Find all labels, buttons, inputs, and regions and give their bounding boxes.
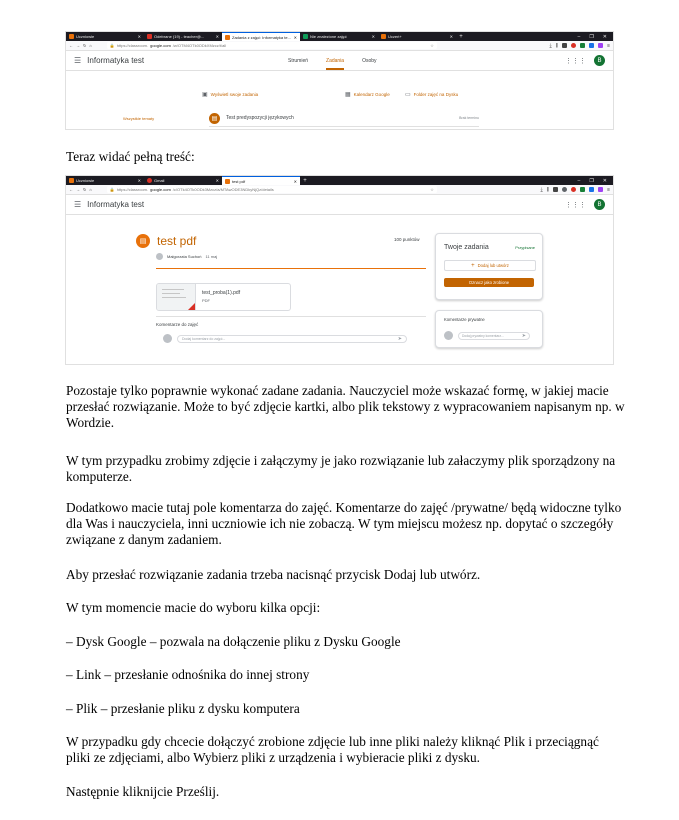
new-tab-icon[interactable]: + xyxy=(303,177,307,184)
menu-icon[interactable]: ≡ xyxy=(607,42,610,49)
assignment-meta xyxy=(156,253,217,260)
window-controls xyxy=(578,176,613,185)
calendar-link[interactable] xyxy=(345,91,390,98)
private-comment-placeholder: Dodaj prywatny komentarz... xyxy=(462,334,504,338)
calendar-icon: ▦ xyxy=(345,92,351,98)
class-title: Informatyka test xyxy=(87,200,145,209)
tab-label: Gmail xyxy=(154,178,165,183)
url-field[interactable] xyxy=(107,42,437,49)
classroom-header xyxy=(66,195,613,215)
forward-icon[interactable]: → xyxy=(76,43,80,48)
paragraph: W tym momencie macie do wyboru kilka opcji: xyxy=(66,600,321,615)
extension-icon[interactable] xyxy=(580,187,585,192)
close-icon[interactable]: ✕ xyxy=(137,34,141,39)
close-icon[interactable]: ✕ xyxy=(449,34,453,39)
private-comments-heading: Komentarze prywatne xyxy=(444,317,485,322)
browser-tab-active[interactable] xyxy=(222,32,300,41)
extension-icon[interactable] xyxy=(598,43,603,48)
calendar-label: Kalendarz Google xyxy=(353,92,390,97)
add-or-create-label: Dodaj lub utwórz xyxy=(477,263,509,268)
extension-icon[interactable] xyxy=(562,43,567,48)
classroom-icon xyxy=(381,34,386,39)
extension-icon[interactable] xyxy=(589,43,594,48)
close-icon[interactable]: ✕ xyxy=(215,178,219,183)
list-item: – Dysk Google – pozwala na dołączenie pliku z Dysku Google xyxy=(66,634,401,649)
list-item: – Plik – przesłanie pliku z dysku komputera xyxy=(66,701,300,716)
extension-icon[interactable] xyxy=(562,187,567,192)
lock-icon: 🔒 xyxy=(109,187,115,192)
browser-tab-bar xyxy=(66,176,613,185)
file-type: PDF xyxy=(202,298,210,303)
extension-icons xyxy=(550,43,610,49)
url-prefix: https://classroom. xyxy=(116,43,149,48)
due-date: Brak terminu xyxy=(459,116,479,120)
download-icon[interactable]: ⤓ xyxy=(540,186,543,193)
url-suffix: /c/OTk4OTk0ODk3Mzcz/a/MTAwODE3NDkyNjQz/details xyxy=(172,187,274,192)
tab-label: Uczniowie xyxy=(76,34,95,39)
your-work-title: Twoje zadania xyxy=(444,244,489,251)
assignment-title: Test predyspozycji językowych xyxy=(226,115,294,121)
paragraph: W przypadku gdy chcecie dołączyć zrobione zdjęcie lub inne pliki należy kliknąć Plik i przeciągnąć pliki ze zdjęciami, albo Wybierz pliki z urządzenia i wybieracie pliki z dysku. xyxy=(66,734,599,765)
classroom-icon xyxy=(225,35,230,40)
gmail-icon xyxy=(147,178,152,183)
classroom-icon xyxy=(69,178,74,183)
drive-folder-label: Folder zajęć na Dysku xyxy=(413,92,459,97)
screenshot-assignment-details xyxy=(66,176,613,364)
minimize-icon[interactable]: – xyxy=(577,33,581,40)
view-your-work-label: Wyświetl swoje zadania xyxy=(210,92,259,97)
close-icon[interactable]: ✕ xyxy=(293,34,297,40)
private-comment-input[interactable] xyxy=(458,332,530,340)
reload-icon[interactable]: ↻ xyxy=(83,43,87,48)
send-icon[interactable]: ➤ xyxy=(521,333,526,339)
close-icon[interactable]: ✕ xyxy=(371,34,375,39)
your-work-card xyxy=(435,233,543,300)
mark-as-done-button[interactable]: Oznacz jako zrobione xyxy=(444,278,534,287)
tab-stream[interactable]: Strumień xyxy=(288,58,309,64)
browser-tab[interactable] xyxy=(66,32,144,41)
assignment-icon: ▤ xyxy=(209,113,220,124)
browser-tab[interactable] xyxy=(378,32,456,41)
browser-tab-active[interactable] xyxy=(222,176,300,185)
divider xyxy=(156,268,426,269)
home-icon[interactable]: ⌂ xyxy=(89,43,92,48)
maximize-icon[interactable]: ❐ xyxy=(589,177,594,184)
classroom-icon xyxy=(69,34,74,39)
minimize-icon[interactable]: – xyxy=(577,177,581,184)
browser-tab[interactable] xyxy=(144,176,222,185)
close-icon[interactable]: ✕ xyxy=(137,178,141,183)
new-tab-icon[interactable]: + xyxy=(459,33,463,40)
classroom-icon xyxy=(225,179,230,184)
tab-label: Uczniowie xyxy=(76,178,95,183)
library-icon[interactable]: ⫼ xyxy=(546,186,550,193)
extension-icons xyxy=(541,187,610,193)
bookmark-star-icon[interactable]: ☆ xyxy=(430,43,434,48)
class-nav-tabs xyxy=(288,58,377,70)
back-icon[interactable]: ← xyxy=(69,187,73,192)
browser-toolbar xyxy=(66,185,613,195)
divider xyxy=(156,316,426,317)
tab-label: Nie znalezione zajęć xyxy=(310,34,347,39)
forward-icon[interactable]: → xyxy=(76,187,80,192)
back-icon[interactable]: ← xyxy=(69,43,73,48)
close-icon[interactable]: ✕ xyxy=(293,178,297,184)
browser-toolbar xyxy=(66,41,613,51)
assignment-icon: ▣ xyxy=(202,92,208,98)
class-comment-input[interactable] xyxy=(177,335,407,343)
maximize-icon[interactable]: ❐ xyxy=(589,33,594,40)
browser-tab[interactable] xyxy=(144,32,222,41)
class-title: Informatyka test xyxy=(87,56,145,65)
user-avatar xyxy=(163,334,172,343)
library-icon[interactable]: ⫼ xyxy=(555,42,559,49)
list-item: – Link – przesłanie odnośnika do innej strony xyxy=(66,667,310,682)
plus-icon: + xyxy=(471,262,475,269)
browser-tab-bar xyxy=(66,32,613,41)
view-your-work-link[interactable] xyxy=(202,91,258,98)
class-comment-placeholder: Dodaj komentarz do zajęć... xyxy=(182,336,226,341)
status-badge: Przypisane xyxy=(515,245,535,250)
all-topics-link[interactable]: Wszystkie tematy xyxy=(123,116,155,121)
avatar[interactable]: B xyxy=(594,55,605,66)
caption: Teraz widać pełną treść: xyxy=(66,149,195,164)
classroom-icon xyxy=(303,34,308,39)
class-comments-heading: Komentarze do zajęć xyxy=(156,322,199,327)
user-avatar xyxy=(444,331,453,340)
extension-icon[interactable] xyxy=(553,187,558,192)
classroom-header xyxy=(66,51,613,71)
tab-label: Zadania z zajęć: Informatyka te... xyxy=(232,34,291,40)
paragraph: Aby przesłać rozwiązanie zadania trzeba nacisnąć przycisk Dodaj lub utwórz. xyxy=(66,567,481,582)
post-date: 11 maj xyxy=(205,254,218,259)
pdf-icon xyxy=(188,303,195,310)
apps-grid-icon[interactable]: ⋮⋮⋮ xyxy=(565,201,586,209)
folder-icon: ▭ xyxy=(405,92,411,98)
tab-people[interactable]: Osoby xyxy=(362,58,377,64)
apps-grid-icon[interactable]: ⋮⋮⋮ xyxy=(565,57,586,65)
home-icon[interactable]: ⌂ xyxy=(89,187,92,192)
extension-icon[interactable] xyxy=(571,187,576,192)
extension-icon[interactable] xyxy=(589,187,594,192)
private-comments-card xyxy=(435,310,543,348)
browser-tab[interactable] xyxy=(300,32,378,41)
assignment-header xyxy=(136,234,196,248)
url-suffix: /w/OTM4OTk0ODkXMzcz/t/all xyxy=(172,43,227,48)
extension-icon[interactable] xyxy=(580,43,585,48)
paragraph: Pozostaje tylko poprawnie wykonać zadane zadania. Nauczyciel może wskazać formę, w jakiej macie przesłać rozwiązanie. Może to być zdjęcie kartki, albo plik tekstowy z wypracowaniem napisanym np. w Wordzie. xyxy=(66,383,625,430)
assignment-icon: ▤ xyxy=(136,234,150,248)
paragraph: Dodatkowo macie tutaj pole komentarza do zajęć. Komentarze do zajęć /prywatne/ będą widoczne tylko dla Was i nauczyciela, inni uczniowie ich nie zobaczą. W tym miejscu możesz np. dopytać o szczegóły związane z danym zadaniem. xyxy=(66,500,622,547)
paragraph: Następnie kliknijcie Prześlij. xyxy=(66,784,220,799)
url-domain: google.com xyxy=(150,187,171,192)
extension-icon[interactable] xyxy=(571,43,576,48)
assignment-row[interactable] xyxy=(209,110,479,127)
tab-classwork[interactable]: Zadania xyxy=(326,58,344,70)
class-comment-row xyxy=(163,334,407,343)
send-icon[interactable]: ➤ xyxy=(397,335,402,342)
screenshot-classwork xyxy=(66,32,613,129)
teacher-avatar xyxy=(156,253,163,260)
file-name: test_proba(1).pdf xyxy=(202,290,241,296)
browser-tab[interactable] xyxy=(66,176,144,185)
lock-icon: 🔒 xyxy=(109,43,115,48)
pdf-thumbnail xyxy=(157,284,196,310)
hamburger-icon[interactable]: ☰ xyxy=(74,200,82,209)
attachment-card[interactable] xyxy=(156,283,291,311)
tab-label: Uczeń+ xyxy=(388,34,402,39)
drive-folder-link[interactable] xyxy=(405,91,458,98)
paragraph: W tym przypadku zrobimy zdjęcie i załączymy je jako rozwiązanie lub załaczymy plik sporządzony na komputerze. xyxy=(66,453,616,484)
gmail-icon xyxy=(147,34,152,39)
assignment-title: test pdf xyxy=(157,234,197,248)
close-icon[interactable]: ✕ xyxy=(215,34,219,39)
window-controls xyxy=(578,32,613,41)
teacher-name: Małgorzata Suchoń xyxy=(167,254,202,259)
url-prefix: https://classroom. xyxy=(116,187,149,192)
url-domain: google.com xyxy=(150,43,171,48)
tab-label: Odebrane (19) - teacher@... xyxy=(154,34,205,39)
menu-icon[interactable]: ≡ xyxy=(607,186,610,193)
extension-icon[interactable] xyxy=(598,187,603,192)
points: 100 punktów xyxy=(394,237,420,242)
close-window-icon[interactable]: ✕ xyxy=(602,177,607,184)
hamburger-icon[interactable]: ☰ xyxy=(74,56,82,65)
reload-icon[interactable]: ↻ xyxy=(83,187,87,192)
add-or-create-button[interactable] xyxy=(444,260,536,271)
tab-label: test pdf xyxy=(232,178,246,184)
bookmark-star-icon[interactable]: ☆ xyxy=(430,187,434,192)
url-field[interactable] xyxy=(107,186,437,193)
avatar[interactable]: B xyxy=(594,199,605,210)
close-window-icon[interactable]: ✕ xyxy=(602,33,607,40)
download-icon[interactable]: ⤓ xyxy=(549,42,552,49)
